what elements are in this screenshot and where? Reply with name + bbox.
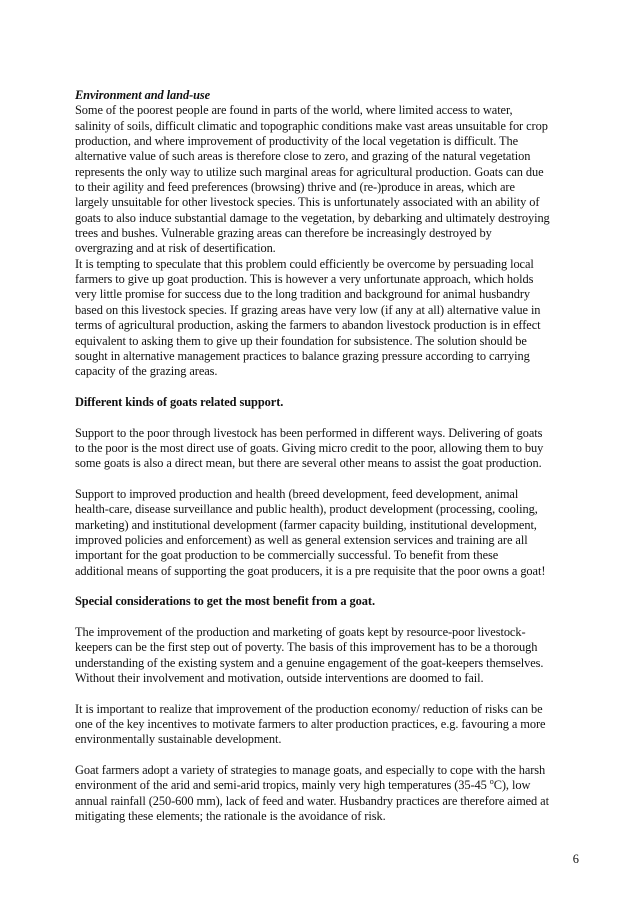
text-line: It is important to realize that improvement of the production economy/ reduction of risks can be bbox=[75, 701, 543, 716]
text-line: environmentally sustainable development. bbox=[75, 732, 282, 747]
text-line: based on this livestock species. If grazing areas have very low (if any at all) alternative value in bbox=[75, 302, 541, 317]
temperature-unit-text: C), low bbox=[493, 778, 531, 793]
text-line: largely unsuitable for other livestock species. This is unfortunately associated with an ability of bbox=[75, 195, 540, 210]
text-line: health-care, disease surveillance and public health), product development (processing, cooling, bbox=[75, 502, 538, 517]
text-line: improved policies and enforcement) as well as general extension services and training are all bbox=[75, 532, 528, 547]
paragraph-environment-2 bbox=[75, 257, 581, 380]
paragraph-environment-1 bbox=[75, 103, 581, 256]
text-line: trees and bushes. Vulnerable grazing areas can therefore be increasingly destroyed by bbox=[75, 226, 492, 241]
text-line: It is tempting to speculate that this problem could efficiently be overcome by persuading local bbox=[75, 256, 534, 271]
section-heading-support: Different kinds of goats related support. bbox=[75, 394, 284, 409]
paragraph-considerations-1 bbox=[75, 625, 581, 686]
section-heading-considerations: Special considerations to get the most benefit from a goat. bbox=[75, 594, 375, 609]
text-line bbox=[75, 778, 581, 793]
text-line: one of the key incentives to motivate farmers to alter production practices, e.g. favouring a more bbox=[75, 717, 546, 732]
text-line: some goats is also a direct mean, but there are several other means to assist the goat production. bbox=[75, 456, 542, 471]
paragraph-considerations-3 bbox=[75, 763, 581, 824]
text-line: important for the goat production to be commercially successful. To benefit from these bbox=[75, 548, 499, 563]
text-line: very little promise for success due to the long tradition and background for animal husbandry bbox=[75, 287, 531, 302]
text-line: Without their involvement and motivation, outside interventions are doomed to fail. bbox=[75, 671, 484, 686]
section-heading-environment: Environment and land-use bbox=[75, 88, 211, 102]
temperature-text: environment of the arid and semi-arid tropics, mainly very high temperatures (35-45 bbox=[75, 778, 490, 793]
text-line: marketing) and institutional development (farmer capacity building, institutional development, bbox=[75, 517, 537, 532]
text-line: to the poor is the most direct use of goats. Giving micro credit to the poor, allowing them to buy bbox=[75, 440, 544, 455]
text-line: sought in alternative management practices to balance grazing pressure according to carrying bbox=[75, 348, 530, 363]
text-line: keepers can be the first step out of poverty. The basis of this improvement has to be a thorough bbox=[75, 640, 538, 655]
text-line: understanding of the existing system and a genuine engagement of the goat-keepers themselves. bbox=[75, 655, 544, 670]
text-line: mitigating these elements; the rationale is the avoidance of risk. bbox=[75, 809, 386, 824]
text-line: Support to improved production and health (breed development, feed development, animal bbox=[75, 486, 519, 501]
text-line: to their agility and feed preferences (browsing) thrive and (re-)produce in areas, which are bbox=[75, 180, 515, 195]
text-line: Goat farmers adopt a variety of strategies to manage goats, and especially to cope with the harsh bbox=[75, 763, 546, 778]
paragraph-support-2 bbox=[75, 487, 581, 579]
paragraph-considerations-2 bbox=[75, 702, 581, 748]
text-line: annual rainfall (250-600 mm), lack of feed and water. Husbandry practices are therefore aimed at bbox=[75, 793, 549, 808]
text-line: capacity of the grazing areas. bbox=[75, 364, 218, 379]
text-line: Some of the poorest people are found in parts of the world, where limited access to water, bbox=[75, 103, 513, 118]
text-line: goats to also induce substantial damage to the vegetation, by debarking and ultimately destroying bbox=[75, 210, 550, 225]
page-number: 6 bbox=[572, 852, 579, 866]
text-line: Support to the poor through livestock has been performed in different ways. Delivering of goats bbox=[75, 425, 543, 440]
document-page bbox=[75, 88, 581, 825]
text-line: equivalent to asking them to give up their foundation for subsistence. The solution should be bbox=[75, 333, 527, 348]
text-line: overgrazing and at risk of desertification. bbox=[75, 241, 276, 256]
text-line: terms of agricultural production, asking the farmers to abandon livestock production is in effect bbox=[75, 318, 541, 333]
text-line: salinity of soils, difficult climatic and topographic conditions make vast areas unsuitable for crop bbox=[75, 118, 548, 133]
text-line: The improvement of the production and marketing of goats kept by resource-poor livestock- bbox=[75, 625, 526, 640]
degree-superscript: o bbox=[489, 777, 494, 787]
text-line: additional means of supporting the goat producers, it is a pre requisite that the poor owns a goat! bbox=[75, 563, 546, 578]
text-line: production, and where improvement of productivity of the local vegetation is difficult. The bbox=[75, 134, 519, 149]
paragraph-support-1 bbox=[75, 426, 581, 472]
text-line: farmers to give up goat production. This is however a very unfortunate approach, which holds bbox=[75, 272, 534, 287]
text-line: alternative value of such areas is therefore close to zero, and grazing of the natural vegetation bbox=[75, 149, 531, 164]
text-line: represents the only way to utilize such marginal areas for agricultural production. Goats can due bbox=[75, 164, 544, 179]
